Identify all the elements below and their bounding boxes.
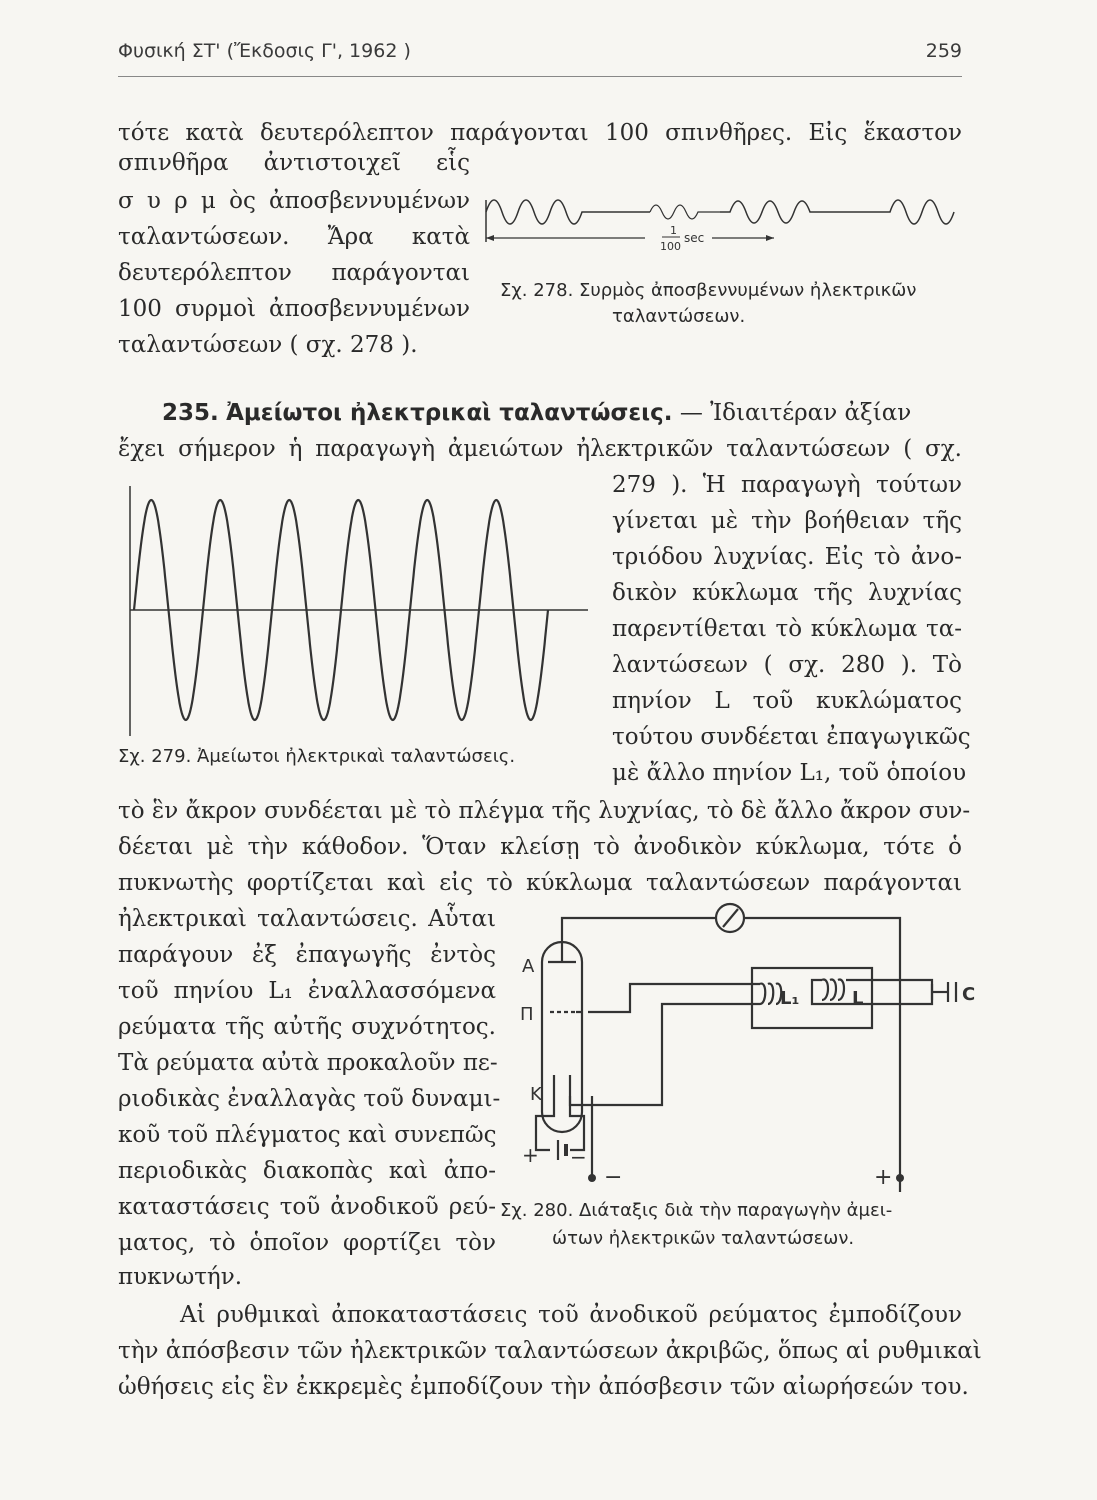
intro-left-line: σπινθῆρα ἀντιστοιχεῖ εἷς <box>118 150 470 176</box>
terminal-minus-label: − <box>604 1165 623 1190</box>
section-left-line: κοῦ τοῦ πλέγματος καὶ συνεπῶς <box>118 1122 497 1148</box>
section-number: 235. <box>162 400 219 426</box>
header-rule <box>118 76 962 77</box>
section-right-line: τούτου συνδέεται ἐπαγωγικῶς <box>612 724 971 750</box>
fig278-caption-line-1: Σχ. 278. Συρμὸς ἀποσβεννυμένων ἠλεκτρικῶν <box>500 280 917 301</box>
section-left-line: περιοδικὰς διακοπὰς καὶ ἀπο- <box>118 1158 496 1184</box>
section-left-line: καταστάσεις τοῦ ἀνοδικοῦ ρεύ- <box>118 1194 496 1220</box>
fig280-caption-line-2: ώτων ἠλεκτρικῶν ταλαντώσεων. <box>552 1228 855 1249</box>
terminal-plus-label: + <box>874 1165 893 1190</box>
section-left-line: ἠλεκτρικαὶ ταλαντώσεις. Αὗται <box>118 906 496 932</box>
section-heading: Ἀμείωτοι ἠλεκτρικαὶ ταλαντώσεις. <box>226 400 673 426</box>
intro-left-line: 100 συρμοὶ ἀποσβεννυμένων <box>118 296 470 322</box>
section-left-line: παράγουν ἐξ ἐπαγωγῆς ἐντὸς <box>118 942 496 968</box>
label-coil-l1: L₁ <box>780 988 800 1009</box>
figure-280-triode-circuit <box>512 900 982 1200</box>
page-number: 259 <box>925 40 962 62</box>
fig280-caption-line-1: Σχ. 280. Διάταξις διὰ τὴν παραγωγὴν ἀμει- <box>500 1200 893 1221</box>
section-right-line: τριόδου λυχνίας. Εἰς τὸ ἀνο- <box>612 544 962 570</box>
section-right-line: παρεντίθεται τὸ κύκλωμα τα- <box>612 616 962 642</box>
final-line: Αἱ ρυθμικαὶ ἀποκαταστάσεις τοῦ ἀνοδικοῦ ρεύματος ἐμποδίζουν <box>180 1302 962 1328</box>
section-left-line: ρεύματα τῆς αὐτῆς συχνότητος. <box>118 1014 496 1040</box>
section-line-2: ἔχει σήμερον ἡ παραγωγὴ ἀμειώτων ἠλεκτρικῶν ταλαντώσεων ( σχ. <box>118 436 962 462</box>
section-right-line: μὲ ἄλλο πηνίον L₁, τοῦ ὁποίου <box>612 760 967 786</box>
section-right-line: 279 ). Ἡ παραγωγὴ τούτων <box>612 472 962 498</box>
section-right-line: γίνεται μὲ τὴν βοήθειαν τῆς <box>612 508 962 534</box>
section-right-line: λαντώσεων ( σχ. 280 ). Τὸ <box>612 652 962 678</box>
section-left-line: τοῦ πηνίου L₁ ἐναλλασσόμενα <box>118 978 496 1004</box>
section-full-line: δέεται μὲ τὴν κάθοδον. Ὅταν κλείσῃ τὸ ἀνοδικὸν κύκλωμα, τότε ὁ <box>118 834 962 860</box>
battery-minus-label: − <box>570 1145 587 1169</box>
final-line: ὠθήσεις εἰς ἓν ἐκκρεμὲς ἐμποδίζουν τὴν ἀπόσβεσιν τῶν αἰωρήσεών του. <box>118 1374 969 1400</box>
section-left-line: ριοδικὰς ἐναλλαγὰς τοῦ δυναμι- <box>118 1086 501 1112</box>
label-capacitor: C <box>962 984 976 1005</box>
section-right-line: πηνίον L τοῦ κυκλώματος <box>612 688 962 714</box>
intro-left-line: ταλαντώσεων ( σχ. 278 ). <box>118 332 418 358</box>
section-left-line: πυκνωτήν. <box>118 1264 243 1290</box>
header-title: Φυσική ΣΤ' (Ἔκδοσις Γ', 1962 ) <box>118 40 411 62</box>
figure-279-undamped-oscillation <box>128 478 598 748</box>
fig279-caption: Σχ. 279. Ἀμείωτοι ἠλεκτρικαὶ ταλαντώσεις. <box>118 746 516 767</box>
intro-left-line: σ υ ρ μ ὸς ἀποσβεννυμένων <box>118 188 470 214</box>
running-header <box>118 40 962 76</box>
triode-tube <box>542 942 582 1132</box>
section-full-line: τὸ ἓν ἄκρον συνδέεται μὲ τὸ πλέγμα τῆς λυχνίας, τὸ δὲ ἄλλο ἄκρον συν- <box>118 798 971 824</box>
intro-left-line: ταλαντώσεων. Ἄρα κατὰ <box>118 224 470 250</box>
section-full-line: πυκνωτὴς φορτίζεται καὶ εἰς τὸ κύκλωμα ταλαντώσεων παράγονται <box>118 870 962 896</box>
label-anode: A <box>522 956 535 977</box>
figure-278-damped-trains <box>480 180 960 270</box>
fig278-caption-line-2: ταλαντώσεων. <box>612 306 746 327</box>
fig278-scale-unit: sec <box>684 231 705 245</box>
label-cathode: K <box>530 1084 542 1105</box>
fig278-scale-numerator: 1 <box>670 224 677 237</box>
battery-plus-label: + <box>522 1143 539 1167</box>
section-lead: — Ἰδιαιτέραν ἀξίαν <box>679 400 912 426</box>
section-right-line: δικὸν κύκλωμα τῆς λυχνίας <box>612 580 962 606</box>
section-left-line: Τὰ ρεύματα αὐτὰ προκαλοῦν πε- <box>118 1050 498 1076</box>
fig278-scale-denominator: 100 <box>660 240 681 253</box>
label-grid: Π <box>520 1004 534 1025</box>
label-coil-l: L <box>852 988 864 1009</box>
section-heading-line <box>162 398 962 428</box>
final-line: τὴν ἀπόσβεσιν τῶν ἠλεκτρικῶν ταλαντώσεων ἀκριβῶς, ὅπως αἱ ρυθμικαὶ <box>118 1338 982 1364</box>
section-left-line: ματος, τὸ ὁποῖον φορτίζει τὸν <box>118 1230 496 1256</box>
intro-left-line: δευτερόλεπτον παράγονται <box>118 260 470 286</box>
intro-line-1: τότε κατὰ δευτερόλεπτον παράγονται 100 σπινθῆρες. Εἰς ἕκαστον <box>118 120 962 146</box>
